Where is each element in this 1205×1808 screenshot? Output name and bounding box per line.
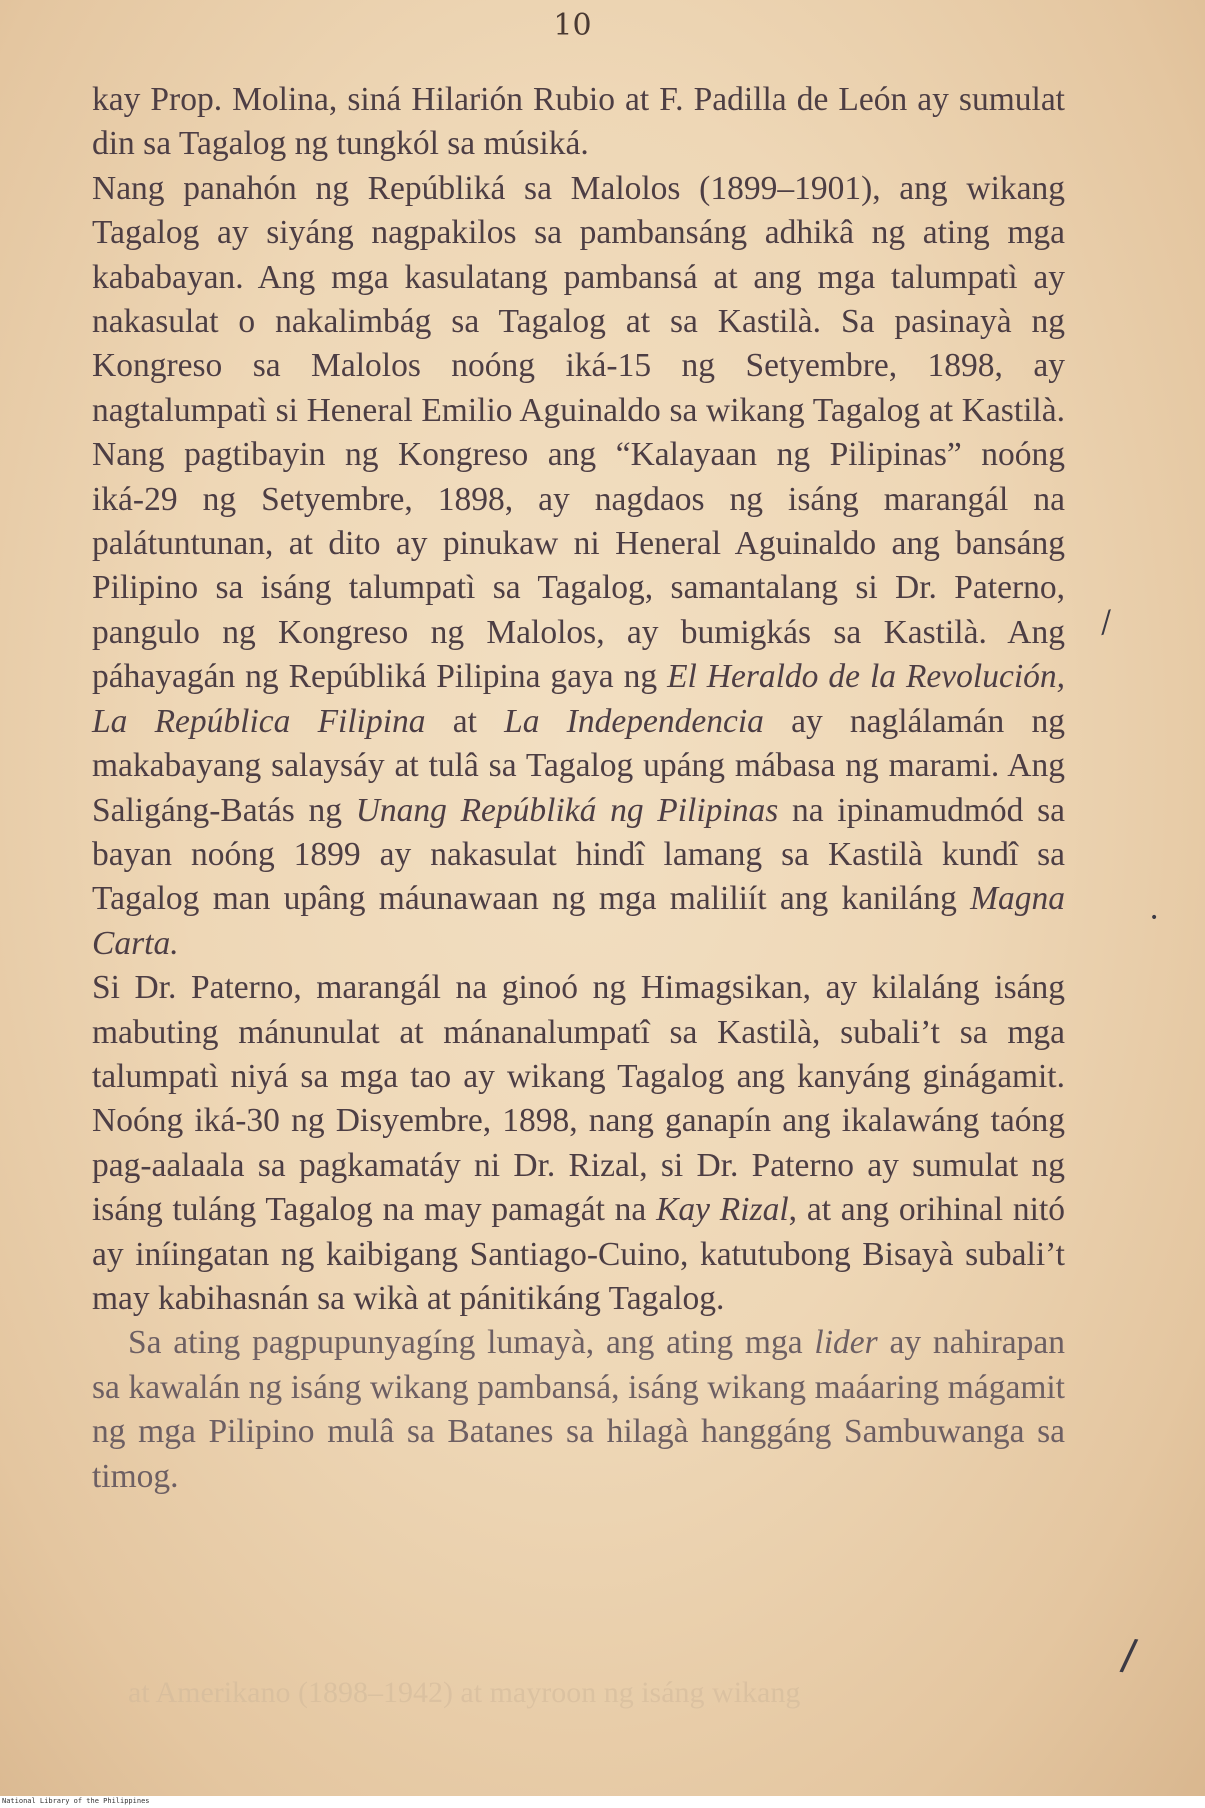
body-text [92, 78, 1065, 1499]
paragraph-2 [92, 167, 1065, 966]
page-number: 10 [553, 8, 592, 43]
pencil-mark-margin-bottom: / [1118, 1629, 1140, 1680]
text-run: Si Dr. Paterno, marangál na ginoó ng Himagsikan, ay kilaláng isáng mabuting mánunulat at mánanalumpatî sa Kastilà, subali’t sa mga talumpatì niyá sa mga tao ay wikang Tagalog ang kanyáng ginágamit. Noóng iká-30 ng Disyembre, 1898, nang ganapín ang ikalawáng taóng pag-aalaala sa pagkamatáy ni Dr. Rizal, si Dr. Paterno ay sumulat ng isáng tuláng Tagalog na may pamagát na [92, 969, 1065, 1229]
italic-text-run: lider [814, 1324, 878, 1362]
text-run: Sa ating pagpupunyagíng lumayà, ang ating mga [128, 1324, 815, 1362]
paragraph-4 [92, 1321, 1065, 1499]
italic-text-run: La Independencia [504, 702, 764, 740]
italic-text-run: Unang Repúbliká ng Pilipinas [355, 791, 779, 829]
paragraph-1 [92, 78, 1065, 167]
text-run: kay Prop. Molina, siná Hilarión Rubio at F. Padilla de León ay sumulat din sa Tagalog ng tungkól sa músiká. [92, 81, 1065, 163]
pencil-mark-margin-top: ⁄ [1099, 605, 1114, 642]
text-run: , at ang orihinal nitó ay iníingatan ng kaibigang Santiago-Cuino, katutubong Bisayà subali’t may kabihasnán sa wikà at pánitikáng Tagalog. [92, 1191, 1065, 1317]
pencil-dot-margin: • [1150, 910, 1159, 926]
text-run: at [425, 702, 505, 740]
text-run: Nang panahón ng Repúbliká sa Malolos (1899–1901), ang wikang Tagalog ay siyáng nagpakilos sa pambansáng adhikâ ng ating mga kababayan. Ang mga kasulatang pambansá at ang mga talumpatì ay nakasulat o nakalimbág sa Tagalog at sa Kastilà. Sa pasinayà ng Kongreso sa Malolos noóng iká-15 ng Setyembre, 1898, ay nagtalumpatì si Heneral Emilio Aguinaldo sa wikang Tagalog at Kastilà. Nang pagtibayin ng Kongreso ang “Kalayaan ng Pilipinas” noóng iká-29 ng Setyembre, 1898, ay nagdaos ng isáng marangál na palátuntunan, at dito ay pinukaw ni Heneral Aguinaldo ang bansáng Pilipino sa isáng talumpatì sa Tagalog, samantalang si Dr. Paterno, pangulo ng Kongreso ng Malolos, ay bumigkás sa Kastilà. Ang páhayagán ng Repúbliká Pilipina gaya ng [92, 169, 1065, 696]
paragraph-3 [92, 966, 1065, 1321]
italic-text-run: El Heraldo de la Revolución, La República Filipina [92, 658, 1065, 740]
text-run: na ipinamudmód sa bayan noóng 1899 ay nakasulat hindî lamang sa Kastilà kundî sa Tagalog man upâng máunawaan ng mga maliliít ang kaniláng [92, 791, 1065, 918]
italic-text-run: Kay Rizal [656, 1191, 789, 1229]
bleed-through-text: at Amerikano (1898–1942) at mayroon ng isáng wikang [128, 1676, 801, 1709]
library-credit: National Library of the Philippines [2, 1797, 150, 1805]
italic-text-run: Magna Carta. [92, 880, 1065, 962]
footer-bar [0, 1796, 1205, 1808]
text-run: ay naglálamán ng makabayang salaysáy at tulâ sa Tagalog upáng mábasa ng marami. Ang Saligáng-Batás ng [92, 702, 1065, 829]
text-run: ay nahirapan sa kawalán ng isáng wikang pambansá, isáng wikang maáaring mágamit ng mga Pilipino mulâ sa Batanes sa hilagà hanggáng Sambuwanga sa timog. [92, 1324, 1065, 1495]
